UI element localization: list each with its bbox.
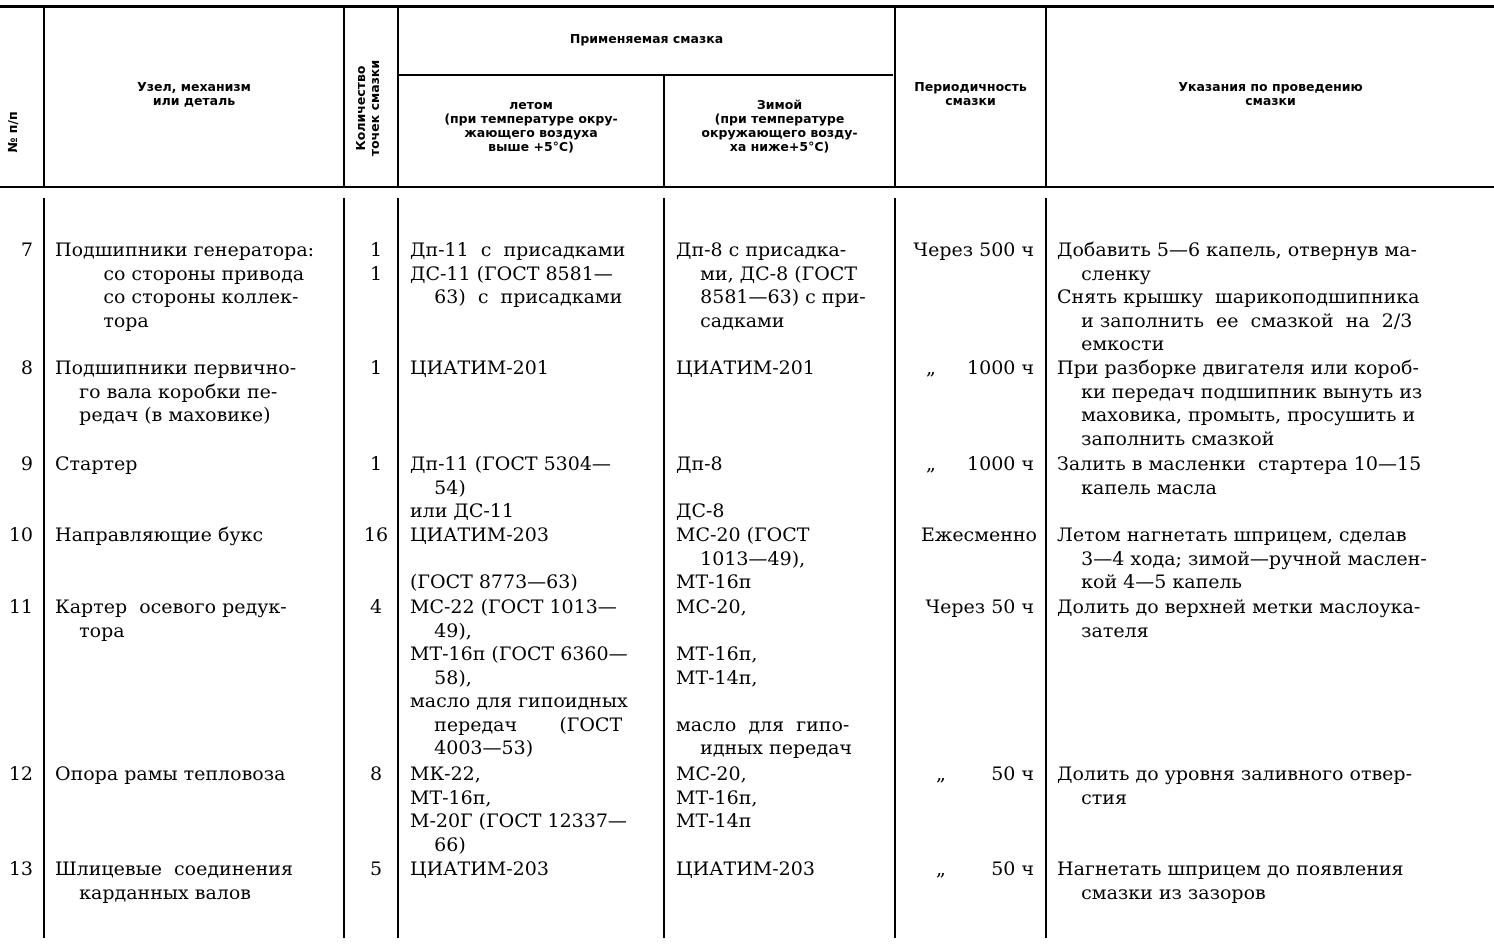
row-unit: Стартер [55,453,138,475]
row-summer: ЦИАТИМ-203 (ГОСТ 8773—63) [410,524,578,593]
row-instr: Летом нагнетать шприцем, сделав 3—4 хода; зимой—ручной маслен- кой 4—5 капель [1057,524,1427,593]
lubricant-subheader-rule [398,74,893,76]
row-num: 13 [8,858,33,880]
row-period: Ежесменно [920,524,1037,546]
row-num: 9 [20,453,33,475]
row-num: 10 [8,524,33,546]
row-summer: МС-22 (ГОСТ 1013— 49), МТ-16п (ГОСТ 6360— 58), масло для гипоидных передач (ГОСТ 4003—53) [410,596,628,759]
row-winter: ЦИАТИМ-201 [676,357,815,379]
row-points: 1 1 [369,239,383,285]
row-winter: Дп-8 ДС-8 [676,453,725,522]
row-unit: Картер осевого редук- тора [55,596,287,642]
row-winter: ЦИАТИМ-203 [676,858,815,880]
header-period: Периодичность смазки [914,79,1027,108]
row-period: 1000 ч [967,453,1034,475]
header-unit: Узел, механизм или деталь [137,79,251,108]
row-summer: Дп-11 с присадками ДС-11 (ГОСТ 8581— 63) с присадками [410,239,626,308]
ditto-mark: „ [926,357,936,379]
row-unit: Подшипники генератора: со стороны привода со стороны коллек- тора [55,239,315,332]
row-instr: Залить в масленки стартера 10—15 капель масла [1057,453,1422,499]
col-divider-1-body [43,198,45,938]
row-instr: Добавить 5—6 капель, отвернув ма- сленку Снять крышку шарикоподшипника и заполнить ее смазкой на 2/3 емкости [1057,239,1420,355]
row-instr: Долить до верхней метки маслоука- зателя [1057,596,1421,642]
row-period: 50 ч [991,763,1034,785]
row-unit: Опора рамы тепловоза [55,763,286,785]
row-period: 50 ч [991,858,1034,880]
ditto-mark: „ [926,453,936,475]
row-points: 4 [369,596,383,618]
ditto-mark: „ [936,763,946,785]
row-summer: ЦИАТИМ-201 [410,357,549,379]
row-instr: Нагнетать шприцем до появления смазки из зазоров [1057,858,1404,904]
row-period: Через 50 ч [925,596,1034,618]
row-points: 8 [369,763,383,785]
row-winter: МС-20, МТ-16п, МТ-14п [676,763,758,832]
row-unit: Направляющие букс [55,524,264,546]
row-num: 11 [8,596,33,618]
header-summer: летом (при температуре окру- жающего воздуха выше +5°С) [444,97,618,154]
header-bottom-rule [0,186,1494,188]
row-instr: Долить до уровня заливного отвер- стия [1057,763,1412,809]
row-period: Через 500 ч [913,239,1034,261]
ditto-mark: „ [936,858,946,880]
row-points: 1 [369,453,383,475]
top-rule [0,5,1494,8]
header-lubricant: Применяемая смазка [569,31,724,46]
row-points: 5 [369,858,383,880]
row-points: 16 [363,524,389,546]
col-divider-2 [343,8,345,188]
row-period: 1000 ч [967,357,1034,379]
row-summer: ЦИАТИМ-203 [410,858,549,880]
col-divider-3-body [397,198,399,938]
row-summer: Дп-11 (ГОСТ 5304— 54) или ДС-11 [410,453,611,522]
header-winter: Зимой (при температуре окружающего возду- ха ниже+5°С) [701,97,858,154]
col-divider-2-body [343,198,345,938]
row-unit: Шлицевые соединения карданных валов [55,858,293,904]
header-points: Количество точек смазки [353,59,382,157]
header-num: № п/п [5,111,20,153]
row-num: 12 [8,763,33,785]
row-instr: При разборке двигателя или короб- ки передач подшипник вынуть из маховика, промыть, просушить и заполнить смазкой [1057,357,1423,450]
col-divider-5-body [894,198,896,938]
row-points: 1 [369,357,383,379]
row-winter: МС-20 (ГОСТ 1013—49), МТ-16п [676,524,810,593]
row-winter: Дп-8 с присадка- ми, ДС-8 (ГОСТ 8581—63) с при- садками [676,239,866,332]
row-unit: Подшипники первично- го вала коробки пе- редач (в маховике) [55,357,297,426]
row-summer: МК-22, МТ-16п, М-20Г (ГОСТ 12337— 66) [410,763,627,856]
col-divider-6-body [1045,198,1047,938]
row-num: 8 [20,357,33,379]
row-winter: МС-20, МТ-16п, МТ-14п, масло для гипо- идных передач [676,596,852,759]
col-divider-4-body [663,198,665,938]
header-instr: Указания по проведению смазки [1178,79,1363,108]
row-num: 7 [20,239,33,261]
